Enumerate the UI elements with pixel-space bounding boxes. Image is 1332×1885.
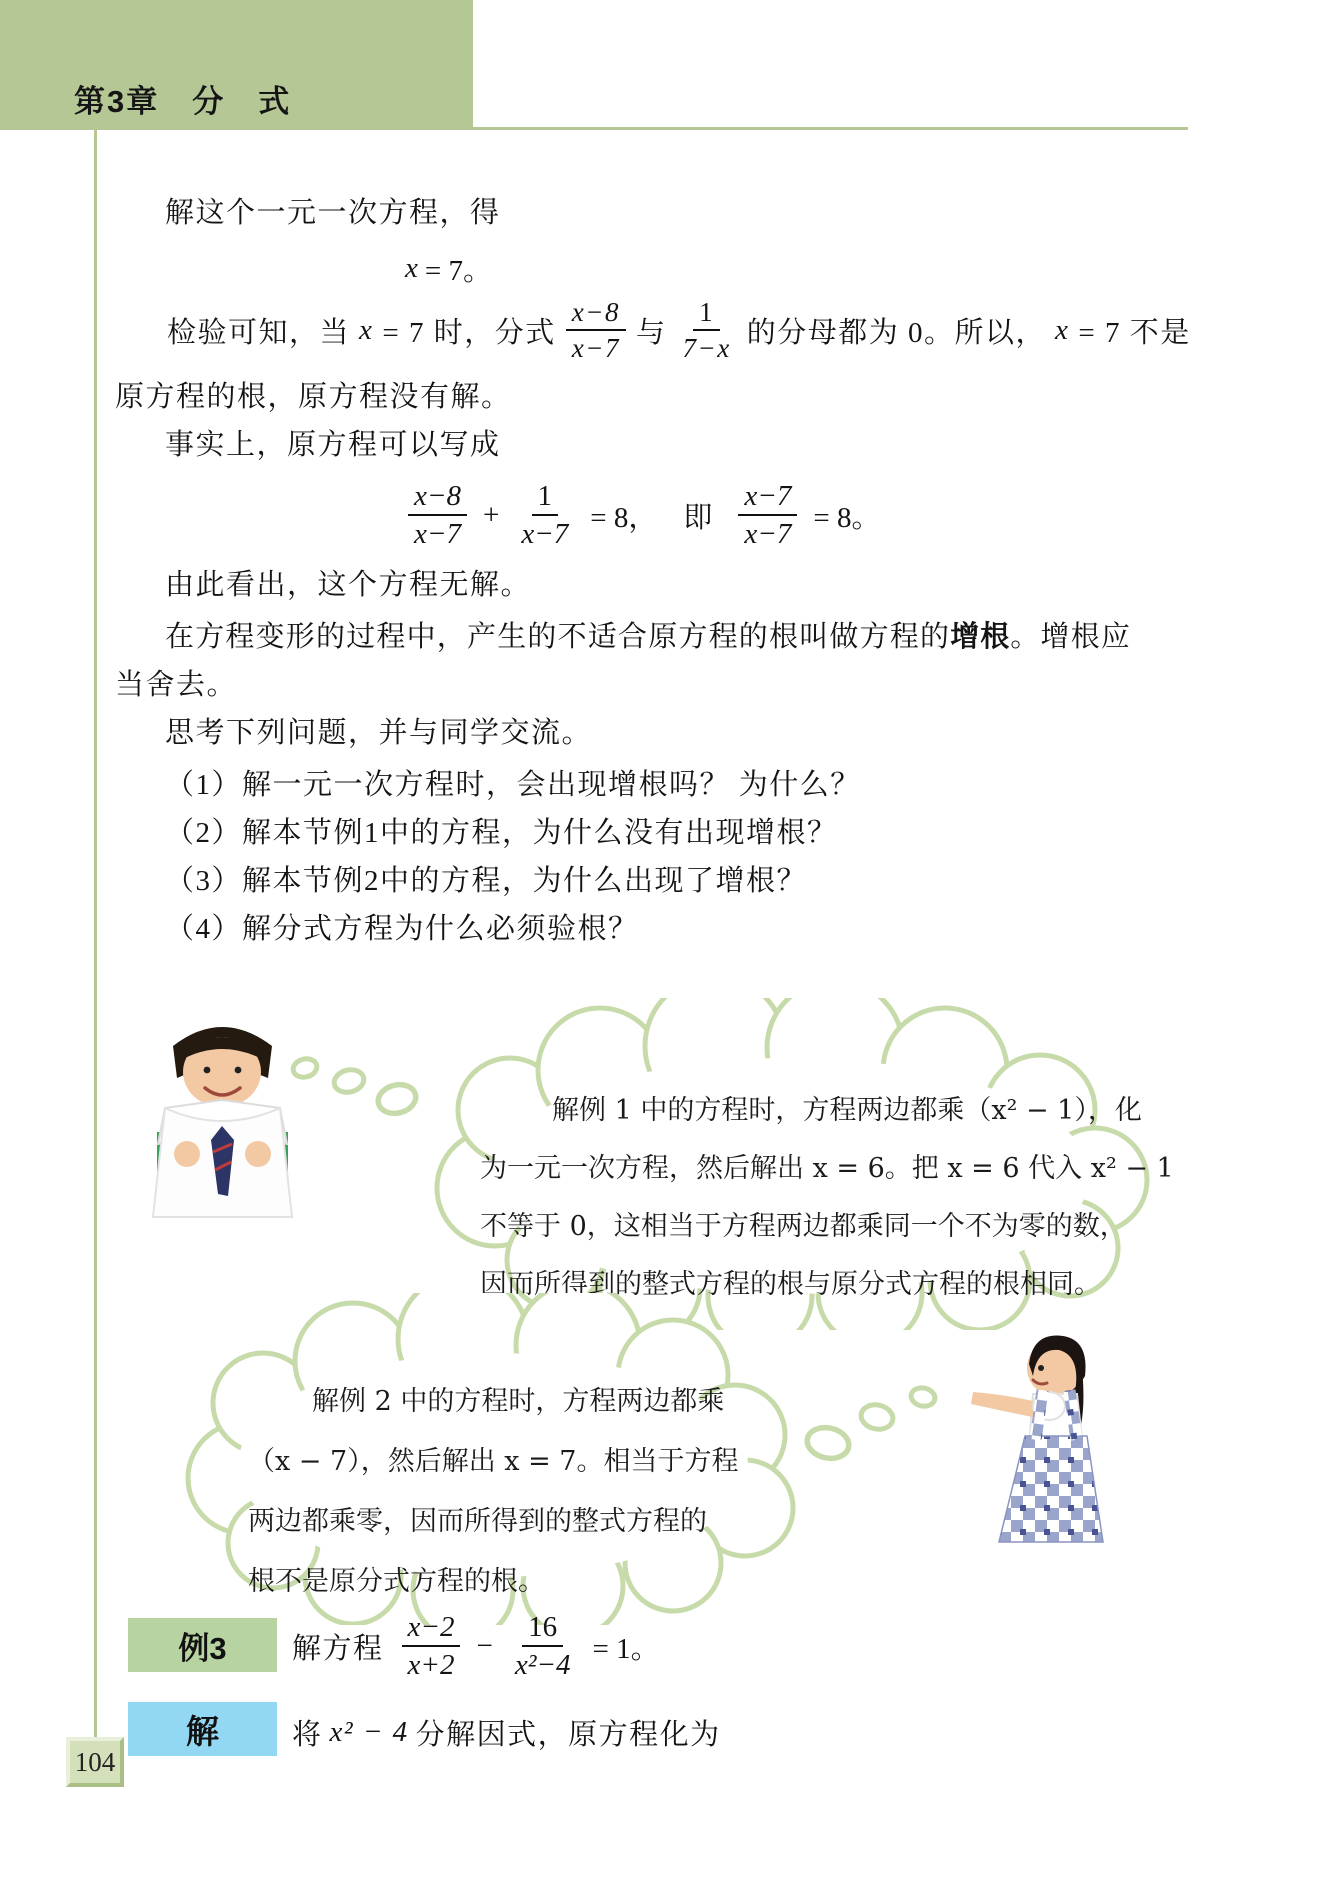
cloud-line: 解例 1 中的方程时，方程两边都乘（x² − 1），化 [552, 1095, 1142, 1126]
header-rule-horizontal [0, 127, 1188, 130]
page-number: 104 [74, 1746, 116, 1777]
cloud-line: 解例 2 中的方程时，方程两边都乘 [312, 1386, 725, 1417]
math-expression: x² − 4 [329, 1715, 409, 1748]
display-equation [400, 473, 888, 557]
paragraph-line: 事实上，原方程可以写成 [165, 429, 501, 461]
cloud2-text [248, 1372, 768, 1612]
fraction: $\frac{x-2}{x+2}$ [402, 1611, 461, 1682]
chapter-title: 第3章 分 式 [74, 84, 292, 119]
paragraph-line: 解这个一元一次方程，得 [165, 197, 501, 229]
question-item: （1）解一元一次方程时，会出现增根吗？ 为什么？ [165, 769, 861, 801]
text-segment: 解方程 [292, 1632, 384, 1665]
page-number-badge [66, 1737, 124, 1787]
solution-label-box [128, 1702, 277, 1756]
question-item: （3）解本节例2中的方程，为什么出现了增根？ [165, 865, 808, 897]
solution-label: 解 [186, 1712, 219, 1750]
boy-photo [135, 1012, 310, 1227]
margin-rule-vertical [94, 129, 97, 1737]
equals-8: = 8。 [813, 501, 881, 534]
solution-line [292, 1712, 721, 1752]
math-var: x [359, 313, 374, 346]
bold-term-zenggen: 增根 [950, 621, 1011, 653]
paragraph-line-with-fractions [165, 290, 1193, 370]
text-segment: 检验可知，当 [167, 316, 351, 349]
minus-operator: − [476, 1629, 493, 1662]
math-var: x [405, 251, 418, 284]
example3-label-box [128, 1618, 277, 1672]
thought-trail-bubbles [803, 1383, 953, 1463]
thought-trail-bubbles [287, 1046, 422, 1121]
equation-x-equals-7 [398, 248, 492, 288]
cloud1-text [480, 1082, 1174, 1314]
equals-8: = 8， [590, 501, 658, 534]
question-item: （2）解本节例1中的方程，为什么没有出现增根？ [165, 817, 838, 849]
cloud-line: 根不是原分式方程的根。 [248, 1566, 545, 1597]
girl-photo [963, 1328, 1123, 1550]
paragraph-line: 思考下列问题，并与同学交流。 [165, 717, 593, 749]
text-ji: 即 [683, 501, 713, 534]
cloud-line: 不等于 0，这相当于方程两边都乘同一个不为零的数， [480, 1211, 1127, 1242]
text-segment: 分解因式，原方程化为 [415, 1718, 721, 1751]
fraction: $\frac{1}{x-7}$ [521, 479, 569, 550]
text-segment: 在方程变形的过程中，产生的不适合原方程的根叫做方程的 [165, 621, 951, 653]
text-segment: 的分母都为 0。所以， [746, 316, 1046, 349]
fraction: $\frac{16}{\text{x²−4}}$ [514, 1610, 571, 1681]
text-segment: = 7 不是 [1078, 316, 1191, 349]
fraction: $\frac{x-8}{x-7}$ [408, 480, 467, 551]
text-segment: 将 [292, 1718, 323, 1751]
text-segment: 与 [635, 316, 667, 349]
cloud-line: 因而所得到的整式方程的根与原分式方程的根相同。 [480, 1269, 1101, 1300]
paragraph-line-bold-term [165, 617, 1131, 657]
text-segment: 。增根应 [1010, 621, 1132, 653]
cloud-line: 两边都乘零，因而所得到的整式方程的 [248, 1506, 707, 1537]
cloud-line: （x − 7），然后解出 x = 7。相当于方程 [248, 1446, 739, 1477]
equals-1: = 1。 [592, 1632, 660, 1665]
question-item: （4）解分式方程为什么必须验根？ [165, 913, 639, 945]
fraction: $\frac{1}{7-x}$ [682, 296, 731, 363]
paragraph-line: 当舍去。 [115, 669, 238, 701]
paragraph-line: 由此看出，这个方程无解。 [165, 569, 532, 601]
math-var: x [1054, 313, 1070, 346]
example3-label: 例3 [178, 1630, 227, 1666]
cloud-line: 为一元一次方程，然后解出 x = 6。把 x = 6 代入 x² − 1 [480, 1153, 1174, 1184]
math-rest: = 7。 [424, 254, 492, 287]
text-segment: = 7 时，分式 [382, 316, 556, 349]
fraction: $\frac{x-7}{x-7}$ [738, 480, 797, 551]
example3-equation [292, 1606, 668, 1686]
plus-operator: + [482, 498, 500, 531]
fraction: $\frac{x-8}{x-7}$ [566, 297, 626, 364]
paragraph-line: 原方程的根，原方程没有解。 [115, 381, 512, 413]
